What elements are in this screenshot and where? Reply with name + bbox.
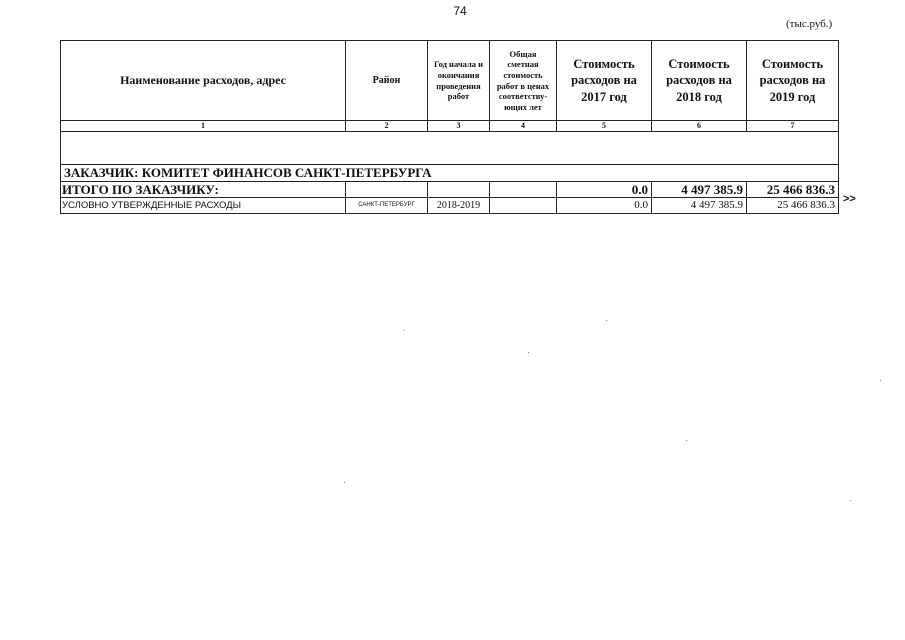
scan-speck: [528, 352, 529, 353]
row-district: САНКТ-ПЕТЕРБУРГ: [346, 198, 428, 214]
column-number: 2: [346, 121, 428, 132]
row-name: УСЛОВНО УТВЕРЖДЕННЫЕ РАСХОДЫ: [61, 198, 346, 214]
column-number: 4: [490, 121, 557, 132]
header-cost-2019: Стоимость расходов на 2019 год: [747, 41, 839, 121]
scan-speck: [606, 320, 607, 321]
column-number: 7: [747, 121, 839, 132]
scan-speck: [404, 330, 405, 331]
total-years: [428, 182, 490, 198]
row-cost-2019: 25 466 836.3: [747, 198, 839, 214]
budget-table: [60, 40, 839, 214]
spacer-row: [61, 132, 839, 165]
column-number: 3: [428, 121, 490, 132]
header-district: Район: [346, 41, 428, 121]
units-label: (тыс.руб.): [786, 18, 833, 30]
continuation-mark: >>: [843, 193, 856, 205]
header-total-cost: Общая сметная стоимость работ в ценах соответству-ющих лет: [490, 41, 557, 121]
column-number: 6: [652, 121, 747, 132]
total-label: ИТОГО ПО ЗАКАЗЧИКУ:: [61, 182, 346, 198]
column-number: 5: [557, 121, 652, 132]
total-cost-2019: 25 466 836.3: [747, 182, 839, 198]
scan-speck: [880, 380, 881, 381]
spacer-cell: [61, 132, 839, 165]
page-number: 74: [453, 4, 467, 18]
header-row: [61, 41, 839, 121]
header-cost-2018: Стоимость расходов на 2018 год: [652, 41, 747, 121]
total-cost-2018: 4 497 385.9: [652, 182, 747, 198]
header-name: Наименование расходов, адрес: [61, 41, 346, 121]
row-years: 2018-2019: [428, 198, 490, 214]
total-cost-2017: 0.0: [557, 182, 652, 198]
row-cost-2018: 4 497 385.9: [652, 198, 747, 214]
column-number: 1: [61, 121, 346, 132]
customer-row: [61, 165, 839, 182]
customer-heading: ЗАКАЗЧИК: КОМИТЕТ ФИНАНСОВ САНКТ-ПЕТЕРБУРГА: [61, 165, 839, 182]
row-total-cost: [490, 198, 557, 214]
row-cost-2017: 0.0: [557, 198, 652, 214]
total-district: [346, 182, 428, 198]
total-row: [61, 182, 839, 198]
table-row: [61, 198, 839, 214]
header-years: Год начала и окончания проведения работ: [428, 41, 490, 121]
scan-speck: [850, 500, 851, 501]
scan-speck: [686, 440, 687, 441]
header-cost-2017: Стоимость расходов на 2017 год: [557, 41, 652, 121]
total-total-cost: [490, 182, 557, 198]
scan-speck: [344, 482, 345, 483]
column-number-row: [61, 121, 839, 132]
